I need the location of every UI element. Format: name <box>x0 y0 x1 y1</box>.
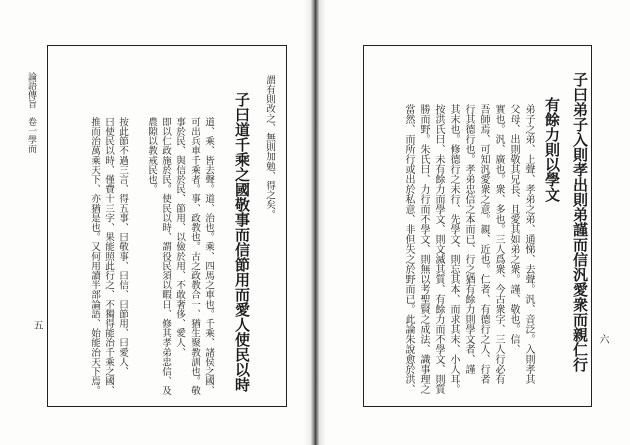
commentary-line: 父母、出則敬其兄長、且愛其如弟之衆。謹、敬也。信、 <box>508 104 519 354</box>
note-line: 曰使民以時、僅費十三字、果能照此行之、不獨得能治千乘之國、 <box>103 117 114 396</box>
page-number-left: 五 <box>31 320 42 330</box>
commentary-line: 道、乘、皆去聲。道、治也。乘、四馬之車也。千乘、諸侯之國、 <box>203 117 214 396</box>
prev-commentary-end: 謂有則改之、無則加勉、得之矣。 <box>264 75 275 219</box>
note-line: 推而治萬乘天下、亦猶是也。又何用讀半部論語、始能治天下焉。 <box>89 117 100 396</box>
main-passage: 子曰道千乘之國敬事而信節用而愛人使民以時 <box>233 92 251 392</box>
commentary-line: 農隙以教戒民也。 <box>146 117 157 194</box>
left-page <box>0 0 312 445</box>
right-page <box>318 0 630 445</box>
note-line: 按洪氏曰、未有餘力而學文、則文滅其質、有餘力而不學文、則質 <box>433 104 444 394</box>
main-passage-continued: 有餘力則以學文 <box>543 97 561 202</box>
commentary-line: 其末也。修德行之未行、先學文、則忘其本、而求其末、小人耳。 <box>448 104 459 394</box>
commentary-line: 實也。汎、廣也。衆、多也。三人爲衆、今古衆字、三人行必有 <box>493 104 504 384</box>
commentary-line: 事於民、與信於民、節用、以儉於用、不敢奢侈、愛人、 <box>174 117 185 357</box>
commentary-line: 即以仁政施於民。使民以時、謂役民須以暇日、修其孝弟忠信、及 <box>160 117 171 396</box>
note-line: 當然、而所行或出於私意、非但失之於野而已。此論朱說愈於洪、 <box>403 104 414 394</box>
page-number-right: 六 <box>597 334 608 344</box>
commentary-line: 可出兵車千乘者。事、政教也。古之政教合一、猶生聚教訓也。敬 <box>189 117 200 396</box>
note-line: 按此節不過三言、得五事、曰敬事、曰信、曰節用、曰愛人、 <box>117 117 128 377</box>
margin-title: 論語傳旨 卷一學而 <box>26 72 36 153</box>
main-passage: 子曰弟子入則孝出則弟謹而信汎愛衆而親仁行 <box>571 72 589 372</box>
commentary-line: 吾師焉、可知汎愛衆之意。親、近也。仁者、有德行之人、行者 <box>478 104 489 384</box>
note-line: 勝而野。朱氏曰、力行而不學文、則無以考聖賢之成法、識事理之 <box>418 104 429 394</box>
commentary-line: 弟子之弟、上聲、孝弟之弟、通悌、去聲。汎、音泛。入則孝其 <box>523 104 534 384</box>
commentary-line: 行其德行也。孝弟忠信之本而已、行之猶有餘力則學文者、謹 <box>463 104 474 374</box>
